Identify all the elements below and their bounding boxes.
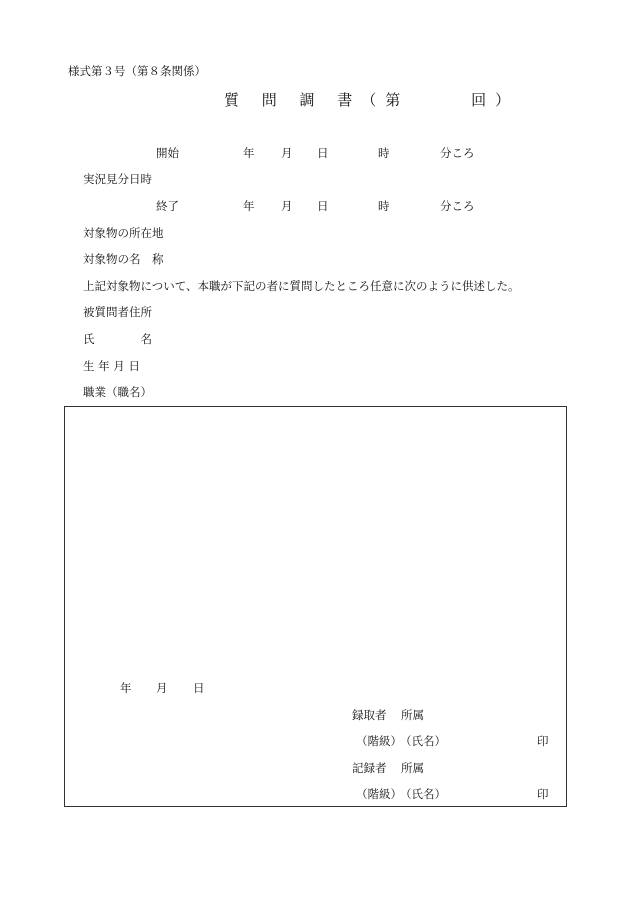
object-location-label: 対象物の所在地 [83, 226, 164, 240]
respondent-address-label: 被質問者住所 [83, 305, 152, 319]
writer-affiliation: 所属 [401, 761, 424, 775]
start-label: 開始 [156, 146, 179, 160]
box-date-month: 月 [156, 681, 168, 695]
writer-rank: （階級） [356, 787, 402, 801]
start-year: 年 [243, 146, 255, 160]
start-day: 日 [317, 146, 329, 160]
end-day: 日 [317, 199, 329, 213]
writer-label: 記録者 [352, 761, 387, 775]
recorder-affiliation: 所属 [401, 708, 424, 722]
end-year: 年 [243, 199, 255, 213]
box-date-day: 日 [193, 681, 205, 695]
statement-intro: 上記対象物について、本職が下記の者に質問したところ任意に次のように供述した。 [83, 279, 520, 293]
respondent-name-label: 氏 名 [83, 332, 152, 346]
page-title: 質 問 調 書（第 回） [224, 91, 520, 109]
start-month: 月 [281, 146, 293, 160]
end-hour: 時 [378, 199, 390, 213]
recorder-seal: 印 [537, 734, 549, 748]
end-month: 月 [281, 199, 293, 213]
birth-date-label: 生 年 月 日 [83, 359, 140, 373]
inspection-datetime-label: 実況見分日時 [83, 172, 152, 186]
occupation-label: 職業（職名） [83, 385, 152, 399]
statement-box[interactable] [64, 406, 567, 807]
form-number: 様式第３号（第８条関係） [68, 64, 206, 78]
start-minute: 分ころ [440, 146, 475, 160]
recorder-rank: （階級） [356, 734, 402, 748]
writer-seal: 印 [537, 787, 549, 801]
box-date-year: 年 [120, 681, 132, 695]
writer-name: （氏名） [400, 787, 446, 801]
end-minute: 分ころ [440, 199, 475, 213]
start-hour: 時 [378, 146, 390, 160]
recorder-name: （氏名） [400, 734, 446, 748]
object-name-label: 対象物の名 称 [83, 252, 164, 266]
end-label: 終了 [156, 199, 179, 213]
recorder-label: 録取者 [352, 708, 387, 722]
